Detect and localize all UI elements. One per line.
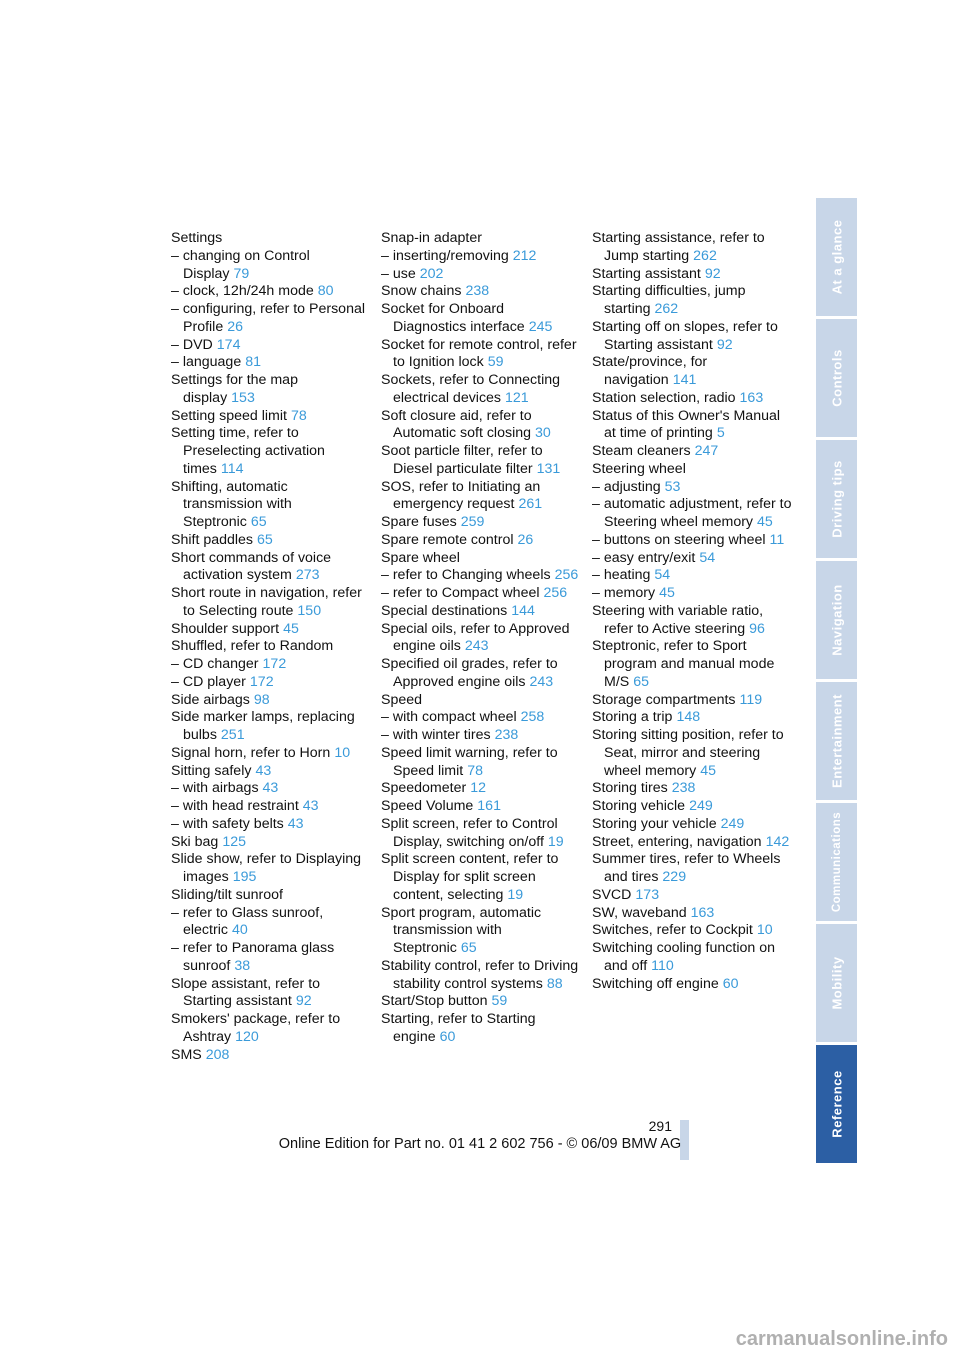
tab-entertainment[interactable]: Entertainment — [816, 682, 857, 800]
page-number: 291 — [648, 1118, 672, 1134]
page-link[interactable]: 238 — [494, 727, 519, 743]
index-entry-text: – DVD — [171, 336, 213, 353]
index-entry-text: Special destinations — [381, 602, 508, 619]
page-link[interactable]: 249 — [689, 798, 713, 814]
page-link[interactable]: 163 — [690, 904, 715, 921]
index-entry-text: – use — [381, 265, 416, 282]
index-entry — [381, 603, 581, 621]
index-entry — [592, 230, 792, 266]
index-entry-text: Speed — [381, 691, 423, 708]
index-entry-text: Speedometer — [381, 780, 467, 797]
page-link[interactable]: 131 — [536, 460, 561, 477]
index-entry — [171, 816, 371, 834]
page-link[interactable]: 153 — [231, 389, 255, 406]
index-entry — [592, 603, 792, 639]
page-link[interactable]: 54 — [654, 567, 671, 584]
index-entry-text: Setting speed limit — [171, 407, 287, 424]
page-link[interactable]: 251 — [220, 727, 245, 743]
index-entry-text: Storing your vehicle — [592, 815, 717, 832]
index-entry-text: – buttons on steering wheel — [592, 531, 766, 548]
index-entry — [171, 780, 371, 798]
page-link[interactable]: 238 — [671, 780, 696, 797]
index-entry-text: Sliding/tilt sunroof — [171, 886, 283, 903]
index-entry — [171, 479, 371, 532]
page-link[interactable]: 88 — [546, 975, 563, 992]
page-link[interactable]: 59 — [491, 993, 508, 1010]
index-entry — [381, 337, 581, 373]
index-entry-text: Speed limit warning, refer to Speed limit — [381, 744, 558, 779]
index-entry — [171, 425, 371, 478]
index-entry — [381, 745, 581, 781]
index-entry — [592, 940, 792, 976]
index-entry — [592, 443, 792, 461]
index-entry — [592, 816, 792, 834]
page-link[interactable]: 256 — [554, 567, 579, 584]
page-link[interactable]: 80 — [317, 283, 334, 300]
index-entry — [171, 550, 371, 586]
page-link[interactable]: 79 — [233, 265, 250, 282]
index-entry — [592, 496, 792, 532]
page-link[interactable]: 45 — [757, 514, 773, 530]
page-link[interactable]: 256 — [543, 585, 568, 601]
page-link[interactable]: 10 — [334, 744, 351, 761]
index-entry-text: Status of this Owner's Manual at time of printing — [592, 407, 781, 442]
index-entry — [592, 887, 792, 905]
page-link[interactable]: 11 — [769, 531, 785, 548]
index-entry-text: Start/Stop button — [381, 993, 488, 1010]
index-entry — [171, 709, 371, 745]
index-entry — [381, 993, 581, 1011]
index-entry — [171, 337, 371, 355]
index-entry-text: – heating — [592, 567, 651, 584]
index-entry — [592, 638, 792, 691]
page-link[interactable]: 26 — [517, 531, 534, 548]
index-entry — [592, 266, 792, 284]
index-entry — [592, 922, 792, 940]
page-link[interactable]: 114 — [220, 460, 244, 477]
index-entry-text: Split screen, refer to Control Display, switching on/off — [381, 815, 558, 850]
index-entry-text: Sport program, automatic transmission with Steptronic — [381, 904, 542, 956]
tab-driving-tips[interactable]: Driving tips — [816, 440, 857, 558]
index-entry — [592, 479, 792, 497]
page-link[interactable]: 144 — [511, 602, 535, 619]
index-entry-text: Shift paddles — [171, 531, 254, 548]
index-entry — [171, 851, 371, 887]
index-entry — [171, 940, 371, 976]
index-entry — [381, 621, 581, 657]
page-link[interactable]: 125 — [222, 833, 246, 850]
page-link[interactable]: 262 — [693, 247, 717, 264]
index-entry — [381, 585, 581, 603]
page-link[interactable]: 43 — [262, 780, 279, 797]
page-link[interactable]: 208 — [205, 1046, 230, 1063]
index-entry — [592, 354, 792, 390]
page-link[interactable]: 45 — [283, 620, 299, 637]
index-entry — [171, 656, 371, 674]
index-entry-text: Soot particle filter, refer to Diesel particulate filter — [381, 443, 543, 477]
index-entry-text: Soft closure aid, refer to Automatic soft closing — [381, 407, 532, 442]
index-entry — [381, 266, 581, 284]
index-entry-text: – automatic adjustment, refer to Steering wheel memory — [592, 496, 792, 530]
index-column-3 — [592, 230, 792, 993]
index-entry — [592, 851, 792, 887]
index-entry — [592, 585, 792, 603]
index-entry-text: – adjusting — [592, 478, 661, 495]
page-link[interactable]: 150 — [297, 602, 322, 619]
index-entry — [171, 230, 371, 248]
index-entry — [592, 390, 792, 408]
index-entry — [381, 532, 581, 550]
index-entry-text: Storing tires — [592, 780, 668, 797]
page-link[interactable]: 258 — [520, 709, 545, 726]
index-entry-text: SOS, refer to Initiating an emergency request — [381, 478, 541, 513]
page-link[interactable]: 202 — [419, 265, 444, 282]
index-entry-text: Station selection, radio — [592, 389, 736, 406]
index-entry-text: Switching cooling function on and off — [592, 940, 775, 974]
index-entry — [592, 976, 792, 994]
index-entry-text: – with safety belts — [171, 815, 284, 832]
index-entry-text: – with airbags — [171, 780, 259, 797]
page-link[interactable]: 245 — [528, 318, 553, 335]
index-entry-text: Storage compartments — [592, 691, 736, 708]
index-entry-text: Sitting safely — [171, 762, 252, 779]
index-column-2 — [381, 230, 581, 1047]
index-entry-text: Socket for Onboard Diagnostics interface — [381, 301, 525, 335]
index-entry — [171, 763, 371, 781]
tab-controls[interactable]: Controls — [816, 319, 857, 437]
page-link[interactable]: 243 — [529, 673, 554, 690]
page-link[interactable]: 110 — [651, 957, 674, 974]
page-link[interactable]: 249 — [720, 815, 745, 832]
index-entry-text: Socket for remote control, refer to Ignition lock — [381, 336, 577, 371]
index-entry — [171, 354, 371, 372]
page-link[interactable]: 10 — [756, 922, 773, 939]
page-link[interactable]: 119 — [739, 691, 763, 708]
page-link[interactable]: 229 — [662, 869, 687, 885]
index-entry — [592, 727, 792, 780]
index-entry — [381, 443, 581, 479]
index-entry-text: Speed Volume — [381, 798, 474, 814]
index-entry-text: – refer to Changing wheels — [381, 567, 551, 584]
index-entry-text: Signal horn, refer to Horn — [171, 744, 331, 761]
page-link[interactable]: 53 — [664, 478, 681, 495]
index-entry — [381, 479, 581, 515]
index-entry — [381, 567, 581, 585]
page-link[interactable]: 161 — [477, 798, 501, 814]
page-link[interactable]: 247 — [694, 443, 719, 459]
index-entry — [381, 550, 581, 568]
page-link[interactable]: 60 — [439, 1028, 456, 1045]
page-link[interactable]: 65 — [460, 940, 477, 956]
index-entry — [381, 656, 581, 692]
page-link[interactable]: 43 — [287, 815, 304, 832]
page-link[interactable]: 92 — [704, 265, 721, 282]
index-entry — [381, 230, 581, 248]
index-entry — [381, 372, 581, 408]
index-entry-text: Steptronic, refer to Sport program and manual mode M/S — [592, 638, 775, 690]
index-entry — [171, 301, 371, 337]
index-entry — [171, 638, 371, 656]
index-entry-text: Storing vehicle — [592, 798, 686, 814]
index-entry-text: – with winter tires — [381, 727, 491, 743]
index-entry — [381, 283, 581, 301]
index-entry — [171, 976, 371, 1012]
page-link[interactable]: 78 — [467, 762, 483, 779]
index-entry — [592, 461, 792, 479]
index-entry-text: Starting assistance, refer to Jump starting — [592, 230, 765, 264]
index-entry-text: Spare fuses — [381, 514, 457, 530]
page-link[interactable]: 5 — [716, 425, 725, 442]
index-entry — [171, 745, 371, 763]
index-entry — [381, 1011, 581, 1047]
page-link[interactable]: 92 — [716, 336, 733, 353]
index-entry-text: Starting off on slopes, refer to Starting assistant — [592, 318, 778, 353]
page-link[interactable]: 45 — [659, 585, 675, 601]
index-entry-text: Starting, refer to Starting engine — [381, 1011, 536, 1045]
index-entry — [381, 248, 581, 266]
index-entry-text: SW, waveband — [592, 904, 687, 921]
page-link[interactable]: 174 — [216, 336, 241, 353]
section-sidebar — [816, 198, 857, 1166]
index-entry — [592, 567, 792, 585]
index-entry-text: Spare wheel — [381, 549, 460, 566]
page-link[interactable]: 60 — [722, 975, 739, 992]
index-entry-text: – refer to Glass sunroof, electric — [171, 904, 324, 939]
index-entry-text: Starting difficulties, jump starting — [592, 283, 746, 317]
index-entry-text: Ski bag — [171, 833, 219, 850]
index-entry-text: – refer to Compact wheel — [381, 585, 540, 601]
page-link[interactable]: 43 — [302, 798, 319, 814]
page-link[interactable]: 92 — [295, 993, 312, 1010]
page-link[interactable]: 45 — [700, 762, 717, 779]
tab-communications[interactable]: Communications — [816, 803, 857, 921]
index-entry — [592, 692, 792, 710]
index-entry — [381, 727, 581, 745]
page-link[interactable]: 98 — [253, 691, 270, 708]
index-entry-text: SMS — [171, 1046, 202, 1063]
index-entry-text: Shifting, automatic transmission with Steptronic — [171, 478, 292, 530]
index-entry-text: – refer to Panorama glass sunroof — [171, 940, 335, 974]
index-entry — [592, 798, 792, 816]
page-link[interactable]: 30 — [535, 425, 551, 442]
page-link[interactable]: 19 — [547, 833, 564, 850]
page-link[interactable]: 141 — [672, 372, 697, 388]
page-link[interactable]: 259 — [460, 514, 485, 530]
index-entry-text: – inserting/removing — [381, 247, 509, 264]
index-entry — [592, 709, 792, 727]
index-entry-text: Storing sitting position, refer to Seat, mirror and steering wheel memory — [592, 727, 784, 779]
index-entry — [592, 550, 792, 568]
index-entry-text: Smokers' package, refer to Ashtray — [171, 1011, 341, 1045]
index-entry — [171, 585, 371, 621]
index-entry — [592, 905, 792, 923]
index-entry-text: Switching off engine — [592, 975, 719, 992]
page-link[interactable]: 195 — [232, 869, 257, 885]
page-link[interactable]: 38 — [234, 957, 251, 974]
page-link[interactable]: 120 — [235, 1028, 259, 1045]
page-link[interactable]: 78 — [290, 407, 307, 424]
tab-navigation[interactable]: Navigation — [816, 561, 857, 679]
index-entry-text: Short commands of voice activation system — [171, 549, 332, 584]
page-link[interactable]: 81 — [245, 354, 261, 371]
index-entry — [592, 780, 792, 798]
index-entry-text: – clock, 12h/24h mode — [171, 283, 314, 300]
page-link[interactable]: 19 — [507, 886, 524, 903]
page-link[interactable]: 261 — [518, 496, 543, 513]
index-entry — [171, 621, 371, 639]
page-link[interactable]: 148 — [676, 709, 701, 726]
footer-edition: Online Edition for Part no. 01 41 2 602 756 - © 06/09 BMW AG — [278, 1136, 682, 1152]
index-entry — [592, 319, 792, 355]
page-link[interactable]: 273 — [295, 567, 320, 584]
index-entry-text: – CD player — [171, 673, 246, 690]
index-entry — [381, 408, 581, 444]
index-entry — [171, 887, 371, 905]
index-entry — [171, 248, 371, 284]
index-entry — [171, 834, 371, 852]
page-link[interactable]: 43 — [255, 762, 272, 779]
index-entry — [381, 905, 581, 958]
index-entry — [171, 798, 371, 816]
index-entry-text: State/province, for navigation — [592, 354, 708, 388]
index-entry — [381, 692, 581, 710]
index-entry-text: – memory — [592, 585, 656, 601]
page-link[interactable]: 96 — [749, 620, 765, 637]
index-entry-text: – with compact wheel — [381, 709, 517, 726]
index-entry-text: – CD changer — [171, 656, 259, 672]
page-link[interactable]: 65 — [257, 531, 273, 548]
index-entry-text: – language — [171, 354, 242, 371]
index-entry-text: Steering wheel — [592, 460, 686, 477]
index-entry-text: – changing on Control Display — [171, 247, 310, 282]
index-entry-text: Sockets, refer to Connecting electrical devices — [381, 372, 561, 406]
index-entry — [592, 283, 792, 319]
page-link[interactable]: 59 — [487, 354, 504, 371]
page-link[interactable]: 54 — [699, 549, 716, 566]
index-entry — [381, 514, 581, 532]
page-link[interactable]: 173 — [635, 886, 660, 903]
index-entry-text: Shoulder support — [171, 620, 280, 637]
index-entry-text: – with head restraint — [171, 798, 299, 814]
index-entry — [171, 372, 371, 408]
index-entry-text: Shuffled, refer to Random — [171, 638, 334, 655]
index-entry-text: Summer tires, refer to Wheels and tires — [592, 851, 781, 885]
page-link[interactable]: 212 — [512, 247, 537, 264]
index-entry-text: Steering with variable ratio, refer to Active steering — [592, 602, 764, 637]
index-entry-text: Street, entering, navigation — [592, 833, 762, 850]
index-entry-text: Settings — [171, 230, 223, 246]
index-entry — [171, 1011, 371, 1047]
index-entry — [171, 532, 371, 550]
index-entry — [381, 709, 581, 727]
page-link[interactable]: 172 — [262, 656, 287, 672]
index-entry-text: Slope assistant, refer to Starting assistant — [171, 975, 321, 1010]
index-entry — [592, 532, 792, 550]
index-entry-text: SVCD — [592, 886, 632, 903]
index-entry — [381, 816, 581, 852]
index-entry-text: Settings for the map display — [171, 372, 298, 406]
index-entry — [171, 283, 371, 301]
page-link[interactable]: 163 — [739, 389, 764, 406]
index-entry-text: Special oils, refer to Approved engine oils — [381, 620, 570, 655]
index-entry-text: Side airbags — [171, 691, 250, 708]
watermark: carmanualsonline.info — [735, 1328, 948, 1350]
index-entry — [381, 780, 581, 798]
index-entry-text: Switches, refer to Cockpit — [592, 922, 753, 939]
index-entry-text: Setting time, refer to Preselecting activation times — [171, 425, 325, 477]
index-entry-text: Specified oil grades, refer to Approved engine oils — [381, 656, 558, 690]
index-entry — [171, 408, 371, 426]
index-entry — [171, 1047, 371, 1065]
index-entry-text: Side marker lamps, replacing bulbs — [171, 709, 355, 743]
page-link[interactable]: 142 — [765, 833, 790, 850]
page-link[interactable]: 238 — [465, 283, 490, 300]
tab-mobility[interactable]: Mobility — [816, 924, 857, 1042]
page-link[interactable]: 65 — [633, 673, 650, 690]
index-entry — [171, 692, 371, 710]
page-link[interactable]: 243 — [464, 638, 489, 655]
index-entry — [592, 834, 792, 852]
index-entry-text: Slide show, refer to Displaying images — [171, 851, 362, 885]
index-entry — [381, 851, 581, 904]
tab-at-a-glance[interactable]: At a glance — [816, 198, 857, 316]
index-entry-text: Spare remote control — [381, 531, 514, 548]
index-entry — [171, 905, 371, 941]
page-link[interactable]: 262 — [654, 301, 679, 317]
page-link[interactable]: 65 — [250, 514, 267, 530]
index-entry-text: Short route in navigation, refer to Selecting route — [171, 585, 362, 619]
index-column-1 — [171, 230, 371, 1064]
index-entry — [381, 958, 581, 994]
index-entry — [381, 798, 581, 816]
index-entry — [381, 301, 581, 337]
index-entry — [592, 408, 792, 444]
page-link[interactable]: 172 — [249, 673, 274, 690]
page-link[interactable]: 12 — [470, 780, 486, 797]
index-entry-text: – easy entry/exit — [592, 549, 696, 566]
index-entry-text: Split screen content, refer to Display for split screen content, selecting — [381, 851, 559, 903]
index-entry-text: Snow chains — [381, 283, 462, 300]
tab-reference[interactable]: Reference — [816, 1045, 857, 1163]
index-entry-text: Stability control, refer to Driving stability control systems — [381, 957, 579, 992]
index-entry-text: Snap-in adapter — [381, 230, 482, 246]
page-link[interactable]: 40 — [231, 922, 248, 939]
index-entry — [171, 674, 371, 692]
index-entry-text: Steam cleaners — [592, 443, 691, 459]
page-link[interactable]: 121 — [505, 389, 529, 406]
page-link[interactable]: 26 — [227, 318, 243, 335]
index-entry-text: Storing a trip — [592, 709, 673, 726]
index-entry-text: – configuring, refer to Personal Profile — [171, 301, 366, 335]
index-entry-text: Starting assistant — [592, 265, 701, 282]
